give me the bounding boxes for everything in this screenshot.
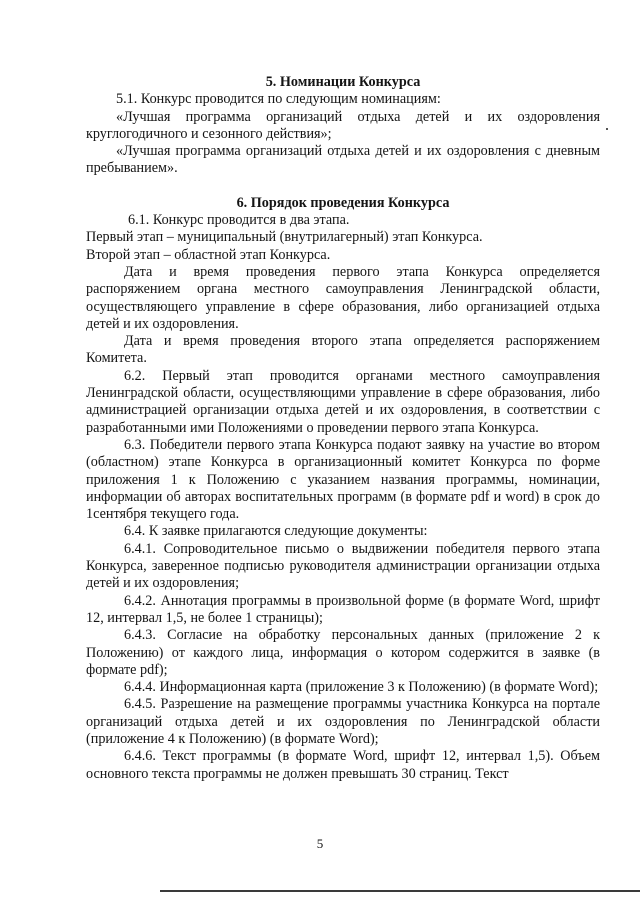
paragraph-6-4-5: 6.4.5. Разрешение на размещение программы участника Конкурса на портале организаций отдыха детей и их оздоровления по Ленинградской области (приложение 4 к Положению) (в формате Word); (86, 696, 600, 747)
scan-edge-line (160, 890, 640, 892)
paragraph-6-1: 6.1. Конкурс проводится в два этапа. (128, 212, 350, 229)
scan-speck (606, 128, 608, 130)
paragraph-nomination-1: «Лучшая программа организаций отдыха детей и их оздоровления круглогодичного и сезонного действия»; (86, 108, 600, 142)
paragraph-first-stage: Первый этап – муниципальный (внутрилагерный) этап Конкурса. (86, 229, 483, 246)
paragraph-second-stage-date: Дата и время проведения второго этапа определяется распоряжением Комитета. (86, 333, 600, 367)
paragraph-6-4-6: 6.4.6. Текст программы (в формате Word, шрифт 12, интервал 1,5). Объем основного текста программы не должен превышать 30 страниц. Текст (86, 748, 600, 782)
paragraph-6-4-2: 6.4.2. Аннотация программы в произвольной форме (в формате Word, шрифт 12, интервал 1,5, не более 1 страницы); (86, 592, 600, 626)
paragraph-5-1: 5.1. Конкурс проводится по следующим номинациям: (116, 91, 441, 108)
paragraph-second-stage: Второй этап – областной этап Конкурса. (86, 246, 331, 263)
page-content (86, 74, 600, 783)
section-5-heading: 5. Номинации Конкурса (265, 74, 421, 90)
paragraph-6-2: 6.2. Первый этап проводится органами местного самоуправления Ленинградской области, осуществляющими управление в сфере образования, либо администрацией организации отдыха детей и их оздоровления, в соответствии с разработанными ими Положениями о проведении первого этапа Конкурса. (86, 367, 600, 436)
paragraph-6-4-4: 6.4.4. Информационная карта (приложение 3 к Положению) (в формате Word); (124, 679, 599, 696)
paragraph-6-4: 6.4. К заявке прилагаются следующие документы: (124, 523, 428, 540)
page-number: 5 (316, 836, 324, 851)
paragraph-first-stage-date: Дата и время проведения первого этапа Конкурса определяется распоряжением органа местного самоуправления Ленинградской области, осуществляющего управление в сфере образования, либо организацией отдыха детей и их оздоровления. (86, 263, 600, 332)
paragraph-6-4-1: 6.4.1. Сопроводительное письмо о выдвижении победителя первого этапа Конкурса, заверенное подписью руководителя администрации организации отдыха детей и их оздоровления; (86, 540, 600, 592)
paragraph-6-4-3: 6.4.3. Согласие на обработку персональных данных (приложение 2 к Положению) от каждого лица, информация о котором содержится в заявке (в формате pdf); (86, 627, 600, 678)
paragraph-6-3: 6.3. Победители первого этапа Конкурса подают заявку на участие во втором (областном) этапе Конкурса в организационный комитет Конкурса по форме приложения 1 к Положению с указанием названия программы, номинации, информации об авторах воспитательных программ (в формате pdf и word) в срок до 1сентября текущего года. (86, 436, 600, 523)
section-6-heading: 6. Порядок проведения Конкурса (236, 194, 450, 211)
paragraph-nomination-2: «Лучшая программа организаций отдыха детей и их оздоровления с дневным пребыванием». (86, 143, 600, 177)
